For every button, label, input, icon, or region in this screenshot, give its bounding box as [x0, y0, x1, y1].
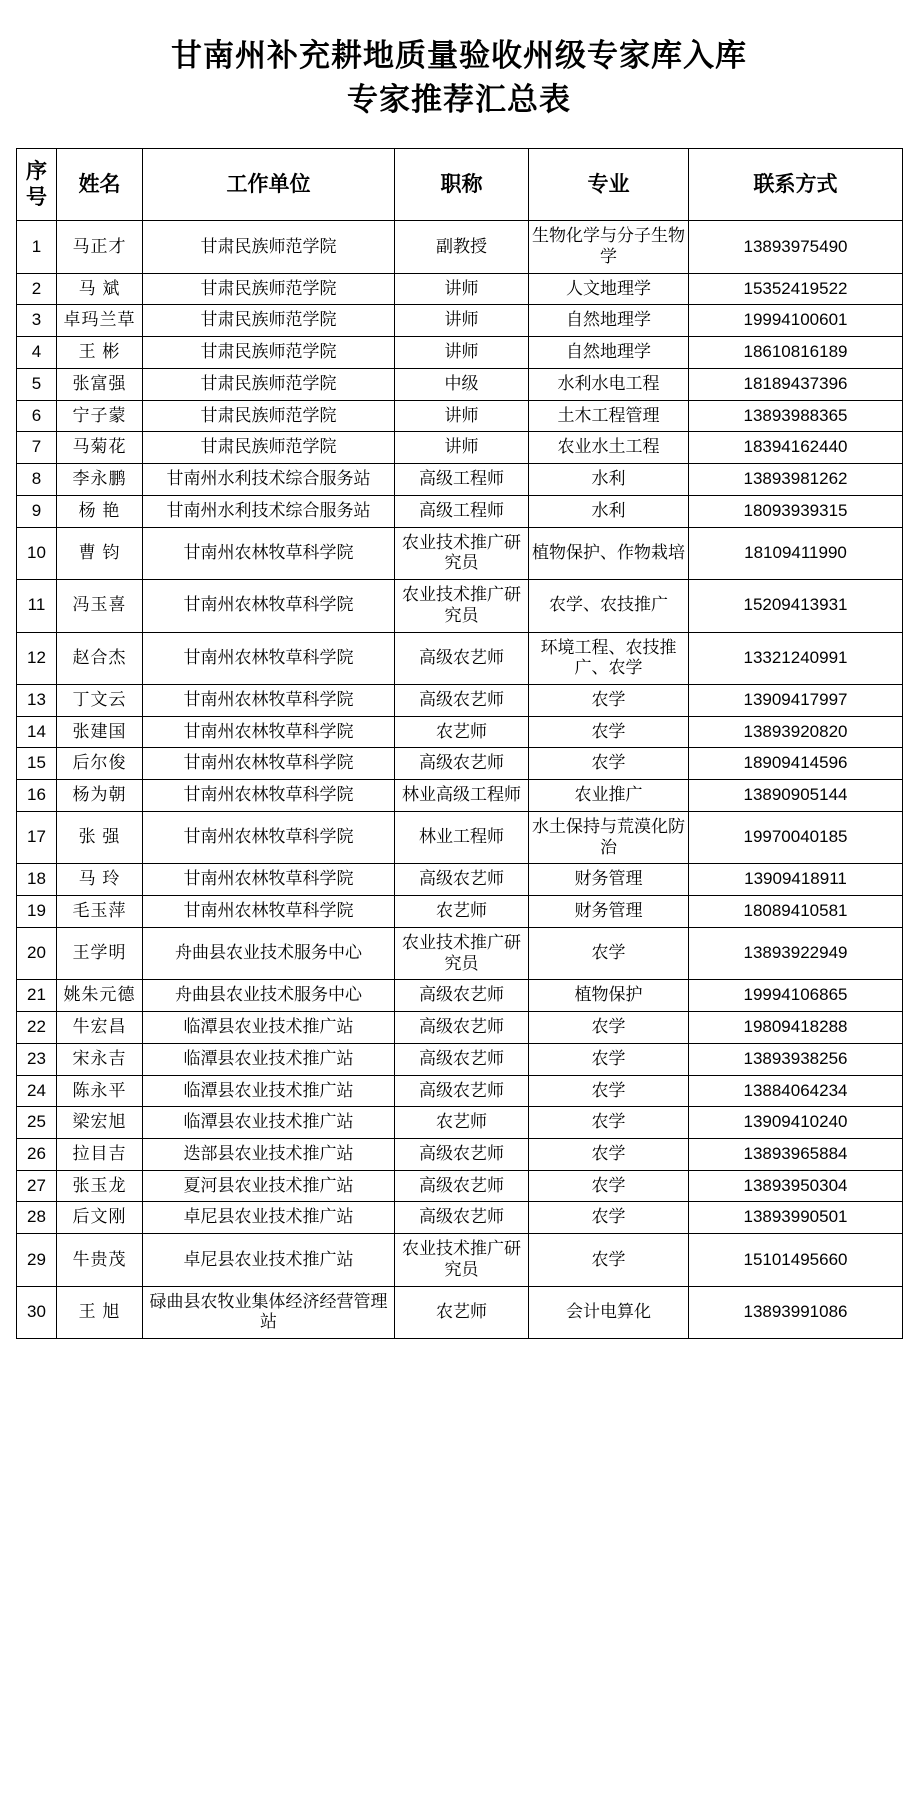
- cell-contact: 13909410240: [689, 1107, 903, 1139]
- cell-name: 马正才: [57, 221, 143, 273]
- cell-name: 张玉龙: [57, 1170, 143, 1202]
- cell-job-title: 高级农艺师: [395, 1139, 529, 1171]
- cell-unit: 临潭县农业技术推广站: [143, 1012, 395, 1044]
- table-header-row: [17, 149, 903, 221]
- table-row: [17, 1075, 903, 1107]
- cell-contact: 19970040185: [689, 811, 903, 863]
- cell-major: 农学: [529, 1107, 689, 1139]
- cell-name: 宋永吉: [57, 1043, 143, 1075]
- title-line-1: 甘南州补充耕地质量验收州级专家库入库: [171, 38, 747, 73]
- cell-major: 农学: [529, 1043, 689, 1075]
- cell-job-title: 高级工程师: [395, 464, 529, 496]
- table-row: [17, 221, 903, 273]
- cell-contact: 18189437396: [689, 368, 903, 400]
- cell-major: 农学: [529, 748, 689, 780]
- cell-contact: 19994100601: [689, 305, 903, 337]
- cell-index: 11: [17, 580, 57, 632]
- cell-job-title: 中级: [395, 368, 529, 400]
- cell-name: 拉目吉: [57, 1139, 143, 1171]
- cell-name: 马菊花: [57, 432, 143, 464]
- table-row: [17, 1234, 903, 1286]
- expert-roster-table: [16, 148, 903, 1339]
- table-row: [17, 716, 903, 748]
- cell-job-title: 农艺师: [395, 1286, 529, 1338]
- cell-job-title: 农业技术推广研究员: [395, 580, 529, 632]
- cell-contact: 18109411990: [689, 527, 903, 579]
- cell-contact: 18909414596: [689, 748, 903, 780]
- cell-major: 植物保护: [529, 980, 689, 1012]
- table-row: [17, 305, 903, 337]
- table-row: [17, 1043, 903, 1075]
- cell-contact: 19994106865: [689, 980, 903, 1012]
- cell-unit: 临潭县农业技术推广站: [143, 1075, 395, 1107]
- table-row: [17, 1139, 903, 1171]
- cell-name: 宁子蒙: [57, 400, 143, 432]
- cell-major: 农学、农技推广: [529, 580, 689, 632]
- cell-name: 李永鹏: [57, 464, 143, 496]
- cell-index: 17: [17, 811, 57, 863]
- cell-job-title: 农业技术推广研究员: [395, 527, 529, 579]
- cell-major: 农学: [529, 1202, 689, 1234]
- cell-contact: 13890905144: [689, 780, 903, 812]
- cell-index: 18: [17, 864, 57, 896]
- cell-contact: 18394162440: [689, 432, 903, 464]
- cell-contact: 19809418288: [689, 1012, 903, 1044]
- cell-job-title: 农艺师: [395, 896, 529, 928]
- cell-name: 梁宏旭: [57, 1107, 143, 1139]
- cell-job-title: 高级农艺师: [395, 1170, 529, 1202]
- cell-unit: 甘南州水利技术综合服务站: [143, 464, 395, 496]
- cell-job-title: 讲师: [395, 400, 529, 432]
- cell-unit: 甘肃民族师范学院: [143, 273, 395, 305]
- cell-index: 22: [17, 1012, 57, 1044]
- cell-name: 卓玛兰草: [57, 305, 143, 337]
- table-row: [17, 927, 903, 979]
- cell-index: 6: [17, 400, 57, 432]
- cell-job-title: 高级工程师: [395, 495, 529, 527]
- cell-unit: 甘南州农林牧草科学院: [143, 896, 395, 928]
- column-header-index: 序号: [17, 149, 57, 221]
- table-row: [17, 400, 903, 432]
- cell-major: 水利: [529, 495, 689, 527]
- cell-major: 农学: [529, 1075, 689, 1107]
- cell-unit: 甘南州农林牧草科学院: [143, 527, 395, 579]
- cell-index: 4: [17, 337, 57, 369]
- cell-index: 29: [17, 1234, 57, 1286]
- table-row: [17, 685, 903, 717]
- cell-major: 农业水土工程: [529, 432, 689, 464]
- table-row: [17, 780, 903, 812]
- cell-unit: 舟曲县农业技术服务中心: [143, 980, 395, 1012]
- cell-index: 28: [17, 1202, 57, 1234]
- cell-contact: 13321240991: [689, 632, 903, 684]
- cell-unit: 临潭县农业技术推广站: [143, 1107, 395, 1139]
- table-row: [17, 464, 903, 496]
- cell-major: 水利水电工程: [529, 368, 689, 400]
- cell-contact: 13893990501: [689, 1202, 903, 1234]
- cell-unit: 迭部县农业技术推广站: [143, 1139, 395, 1171]
- cell-contact: 13909417997: [689, 685, 903, 717]
- cell-index: 25: [17, 1107, 57, 1139]
- cell-major: 土木工程管理: [529, 400, 689, 432]
- cell-name: 毛玉萍: [57, 896, 143, 928]
- cell-major: 生物化学与分子生物学: [529, 221, 689, 273]
- cell-unit: 卓尼县农业技术推广站: [143, 1202, 395, 1234]
- column-header-contact: 联系方式: [689, 149, 903, 221]
- table-row: [17, 527, 903, 579]
- cell-job-title: 高级农艺师: [395, 1075, 529, 1107]
- cell-unit: 甘肃民族师范学院: [143, 221, 395, 273]
- cell-index: 13: [17, 685, 57, 717]
- table-row: [17, 1170, 903, 1202]
- table-row: [17, 432, 903, 464]
- cell-unit: 甘南州农林牧草科学院: [143, 864, 395, 896]
- cell-index: 15: [17, 748, 57, 780]
- cell-name: 张 强: [57, 811, 143, 863]
- cell-job-title: 副教授: [395, 221, 529, 273]
- cell-job-title: 高级农艺师: [395, 632, 529, 684]
- cell-index: 23: [17, 1043, 57, 1075]
- cell-major: 财务管理: [529, 896, 689, 928]
- cell-job-title: 高级农艺师: [395, 1012, 529, 1044]
- cell-name: 王学明: [57, 927, 143, 979]
- cell-unit: 甘肃民族师范学院: [143, 305, 395, 337]
- cell-unit: 甘南州水利技术综合服务站: [143, 495, 395, 527]
- cell-job-title: 高级农艺师: [395, 1043, 529, 1075]
- cell-name: 杨为朝: [57, 780, 143, 812]
- cell-major: 农学: [529, 927, 689, 979]
- cell-index: 8: [17, 464, 57, 496]
- cell-contact: 15209413931: [689, 580, 903, 632]
- cell-unit: 临潭县农业技术推广站: [143, 1043, 395, 1075]
- cell-major: 农学: [529, 1170, 689, 1202]
- cell-index: 3: [17, 305, 57, 337]
- cell-unit: 甘南州农林牧草科学院: [143, 748, 395, 780]
- cell-unit: 夏河县农业技术推广站: [143, 1170, 395, 1202]
- cell-name: 马 斌: [57, 273, 143, 305]
- cell-unit: 甘南州农林牧草科学院: [143, 716, 395, 748]
- table-row: [17, 337, 903, 369]
- cell-unit: 舟曲县农业技术服务中心: [143, 927, 395, 979]
- cell-name: 王 旭: [57, 1286, 143, 1338]
- cell-job-title: 高级农艺师: [395, 1202, 529, 1234]
- title-line-2: 专家推荐汇总表: [347, 82, 571, 118]
- cell-contact: 13893965884: [689, 1139, 903, 1171]
- cell-contact: 13893975490: [689, 221, 903, 273]
- cell-job-title: 高级农艺师: [395, 980, 529, 1012]
- cell-unit: 卓尼县农业技术推广站: [143, 1234, 395, 1286]
- cell-contact: 18093939315: [689, 495, 903, 527]
- cell-name: 姚朱元德: [57, 980, 143, 1012]
- cell-index: 30: [17, 1286, 57, 1338]
- cell-major: 农学: [529, 1139, 689, 1171]
- table-row: [17, 1012, 903, 1044]
- cell-job-title: 讲师: [395, 432, 529, 464]
- cell-job-title: 农业技术推广研究员: [395, 1234, 529, 1286]
- cell-job-title: 讲师: [395, 305, 529, 337]
- cell-name: 牛贵茂: [57, 1234, 143, 1286]
- cell-name: 马 玲: [57, 864, 143, 896]
- cell-major: 农学: [529, 685, 689, 717]
- cell-job-title: 农艺师: [395, 1107, 529, 1139]
- table-row: [17, 632, 903, 684]
- cell-name: 张富强: [57, 368, 143, 400]
- table-row: [17, 580, 903, 632]
- cell-index: 14: [17, 716, 57, 748]
- cell-name: 牛宏昌: [57, 1012, 143, 1044]
- cell-job-title: 农艺师: [395, 716, 529, 748]
- cell-name: 后文刚: [57, 1202, 143, 1234]
- cell-name: 后尔俊: [57, 748, 143, 780]
- table-row: [17, 1202, 903, 1234]
- cell-index: 9: [17, 495, 57, 527]
- cell-name: 陈永平: [57, 1075, 143, 1107]
- cell-name: 冯玉喜: [57, 580, 143, 632]
- table-row: [17, 273, 903, 305]
- cell-index: 1: [17, 221, 57, 273]
- cell-index: 7: [17, 432, 57, 464]
- cell-name: 张建国: [57, 716, 143, 748]
- cell-contact: 13893938256: [689, 1043, 903, 1075]
- table-row: [17, 980, 903, 1012]
- cell-job-title: 高级农艺师: [395, 748, 529, 780]
- table-row: [17, 896, 903, 928]
- cell-name: 杨 艳: [57, 495, 143, 527]
- table-row: [17, 1286, 903, 1338]
- table-row: [17, 1107, 903, 1139]
- cell-major: 水利: [529, 464, 689, 496]
- cell-job-title: 农业技术推广研究员: [395, 927, 529, 979]
- cell-index: 21: [17, 980, 57, 1012]
- cell-job-title: 讲师: [395, 337, 529, 369]
- cell-major: 人文地理学: [529, 273, 689, 305]
- table-row: [17, 748, 903, 780]
- cell-major: 财务管理: [529, 864, 689, 896]
- cell-unit: 碌曲县农牧业集体经济经营管理站: [143, 1286, 395, 1338]
- cell-contact: 13893981262: [689, 464, 903, 496]
- cell-contact: 18610816189: [689, 337, 903, 369]
- table-row: [17, 811, 903, 863]
- cell-index: 5: [17, 368, 57, 400]
- cell-contact: 13884064234: [689, 1075, 903, 1107]
- cell-job-title: 讲师: [395, 273, 529, 305]
- document-title: [16, 0, 902, 148]
- cell-index: 2: [17, 273, 57, 305]
- cell-unit: 甘南州农林牧草科学院: [143, 780, 395, 812]
- table-row: [17, 864, 903, 896]
- cell-job-title: 林业高级工程师: [395, 780, 529, 812]
- cell-index: 24: [17, 1075, 57, 1107]
- cell-major: 水土保持与荒漠化防治: [529, 811, 689, 863]
- cell-major: 农学: [529, 716, 689, 748]
- table-row: [17, 495, 903, 527]
- cell-unit: 甘南州农林牧草科学院: [143, 685, 395, 717]
- cell-major: 自然地理学: [529, 337, 689, 369]
- cell-major: 植物保护、作物栽培: [529, 527, 689, 579]
- cell-contact: 13893988365: [689, 400, 903, 432]
- cell-contact: 13893950304: [689, 1170, 903, 1202]
- column-header-name: 姓名: [57, 149, 143, 221]
- cell-index: 16: [17, 780, 57, 812]
- column-header-unit: 工作单位: [143, 149, 395, 221]
- cell-contact: 15352419522: [689, 273, 903, 305]
- cell-index: 12: [17, 632, 57, 684]
- cell-major: 农业推广: [529, 780, 689, 812]
- cell-contact: 13893922949: [689, 927, 903, 979]
- cell-major: 会计电算化: [529, 1286, 689, 1338]
- table-body: [17, 221, 903, 1339]
- cell-unit: 甘南州农林牧草科学院: [143, 580, 395, 632]
- cell-job-title: 高级农艺师: [395, 685, 529, 717]
- column-header-title: 职称: [395, 149, 529, 221]
- cell-unit: 甘肃民族师范学院: [143, 400, 395, 432]
- cell-name: 赵合杰: [57, 632, 143, 684]
- cell-unit: 甘肃民族师范学院: [143, 432, 395, 464]
- cell-major: 农学: [529, 1012, 689, 1044]
- cell-contact: 15101495660: [689, 1234, 903, 1286]
- cell-major: 自然地理学: [529, 305, 689, 337]
- cell-name: 王 彬: [57, 337, 143, 369]
- cell-major: 农学: [529, 1234, 689, 1286]
- cell-name: 丁文云: [57, 685, 143, 717]
- cell-contact: 18089410581: [689, 896, 903, 928]
- table-row: [17, 368, 903, 400]
- cell-name: 曹 钧: [57, 527, 143, 579]
- cell-index: 20: [17, 927, 57, 979]
- column-header-major: 专业: [529, 149, 689, 221]
- cell-contact: 13893991086: [689, 1286, 903, 1338]
- cell-unit: 甘肃民族师范学院: [143, 337, 395, 369]
- cell-unit: 甘南州农林牧草科学院: [143, 811, 395, 863]
- cell-unit: 甘南州农林牧草科学院: [143, 632, 395, 684]
- cell-major: 环境工程、农技推广、农学: [529, 632, 689, 684]
- cell-job-title: 高级农艺师: [395, 864, 529, 896]
- cell-index: 19: [17, 896, 57, 928]
- cell-index: 10: [17, 527, 57, 579]
- cell-contact: 13893920820: [689, 716, 903, 748]
- cell-unit: 甘肃民族师范学院: [143, 368, 395, 400]
- cell-job-title: 林业工程师: [395, 811, 529, 863]
- cell-index: 26: [17, 1139, 57, 1171]
- cell-index: 27: [17, 1170, 57, 1202]
- cell-contact: 13909418911: [689, 864, 903, 896]
